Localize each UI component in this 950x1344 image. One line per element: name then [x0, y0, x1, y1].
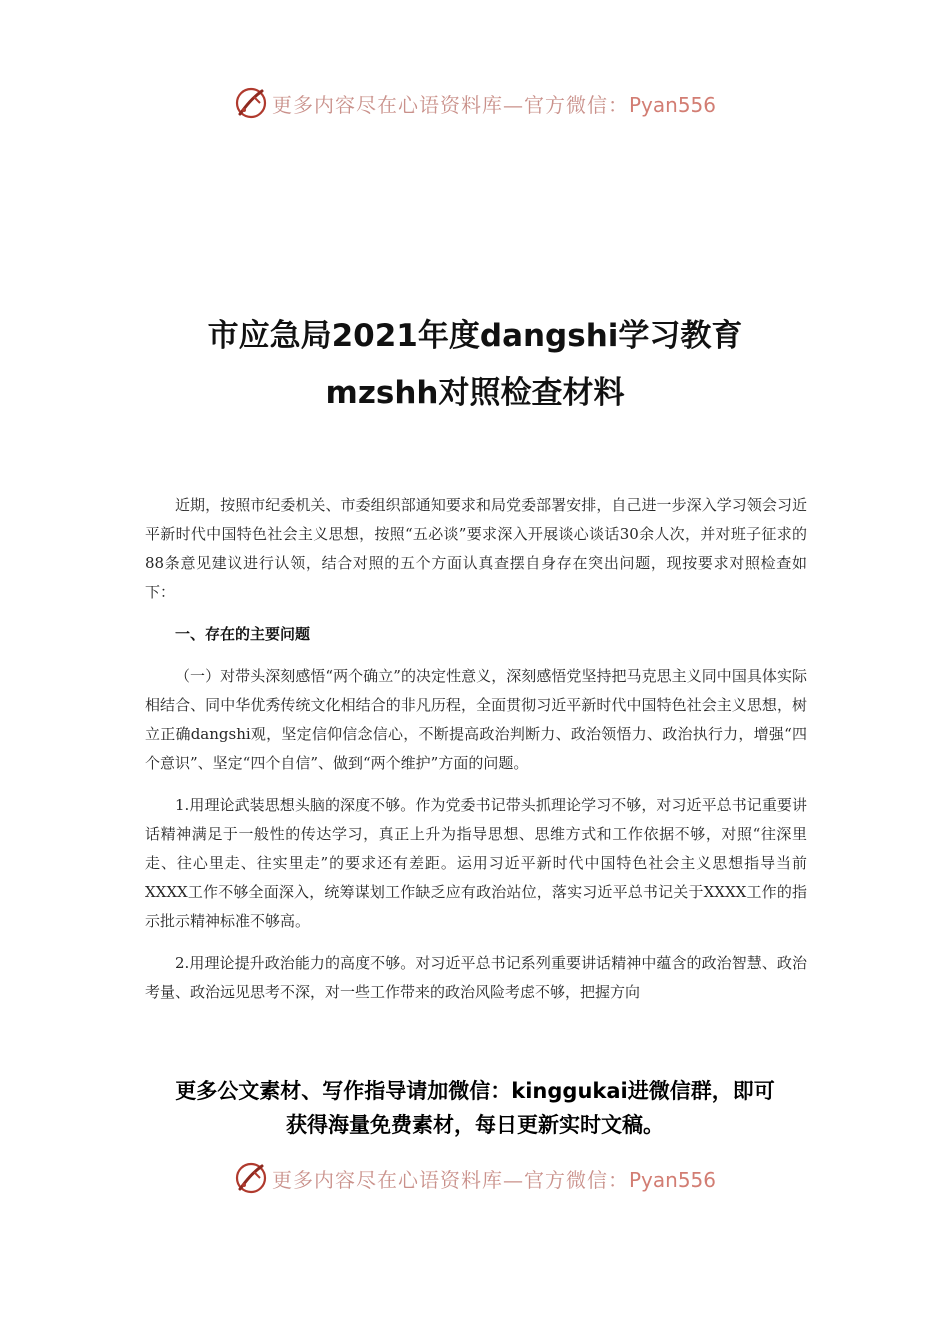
- header-watermark: [0, 83, 950, 123]
- promo-line-2: 获得海量免费素材，每日更新实时文稿。: [286, 1113, 664, 1137]
- watermark-text: [272, 89, 716, 118]
- document-title: [120, 308, 830, 422]
- pen-logo-icon: [234, 1161, 268, 1195]
- footer-watermark: [0, 1158, 950, 1198]
- subsection-paragraph: （一）对带头深刻感悟“两个确立”的决定性意义，深刻感悟党坚持把马克思主义同中国具体实际相结合、同中华优秀传统文化相结合的非凡历程，全面贯彻习近平新时代中国特色社会主义思想，树立正确dangshi观，坚定信仰信念信心，不断提高政治判断力、政治领悟力、政治执行力，增强“四个意识”、坚定“四个自信”、做到“两个维护”方面的问题。: [145, 667, 807, 772]
- promo-line-1: 更多公文素材、写作指导请加微信：kinggukai进微信群，即可: [175, 1079, 775, 1103]
- title-line-1: 市应急局2021年度dangshi学习教育: [207, 318, 743, 354]
- item-1-paragraph: 1.用理论武装思想头脑的深度不够。作为党委书记带头抓理论学习不够，对习近平总书记重要讲话精神满足于一般性的传达学习，真正上升为指导思想、思维方式和工作依据不够，对照“往深里走、往心里走、往实里走”的要求还有差距。运用习近平新时代中国特色社会主义思想指导当前XXXX工作不够全面深入，统筹谋划工作缺乏应有政治站位，落实习近平总书记关于XXXX工作的指示批示精神标准不够高。: [145, 796, 807, 930]
- intro-paragraph: 近期，按照市纪委机关、市委组织部通知要求和局党委部署安排，自己进一步深入学习领会习近平新时代中国特色社会主义思想，按照“五必谈”要求深入开展谈心谈话30余人次，并对班子征求的88条意见建议进行认领，结合对照的五个方面认真查摆自身存在突出问题，现按要求对照检查如下：: [145, 496, 807, 601]
- pen-logo-icon: [234, 86, 268, 120]
- watermark-wechat-id: Pyan556: [628, 1167, 716, 1192]
- item-2-paragraph: 2.用理论提升政治能力的高度不够。对习近平总书记系列重要讲话精神中蕴含的政治智慧、政治考量、政治远见思考不深，对一些工作带来的政治风险考虑不够，把握方向: [145, 954, 807, 1001]
- section-heading: 一、存在的主要问题: [175, 625, 311, 643]
- watermark-main-text: 更多内容尽在心语资料库—官方微信：: [271, 92, 629, 117]
- watermark-wechat-id: Pyan556: [628, 92, 716, 117]
- promo-banner: [130, 1074, 820, 1142]
- document-body: [145, 491, 807, 1020]
- title-line-2: mzshh对照检查材料: [325, 375, 625, 411]
- watermark-main-text: 更多内容尽在心语资料库—官方微信：: [271, 1167, 629, 1192]
- watermark-text: [272, 1164, 716, 1193]
